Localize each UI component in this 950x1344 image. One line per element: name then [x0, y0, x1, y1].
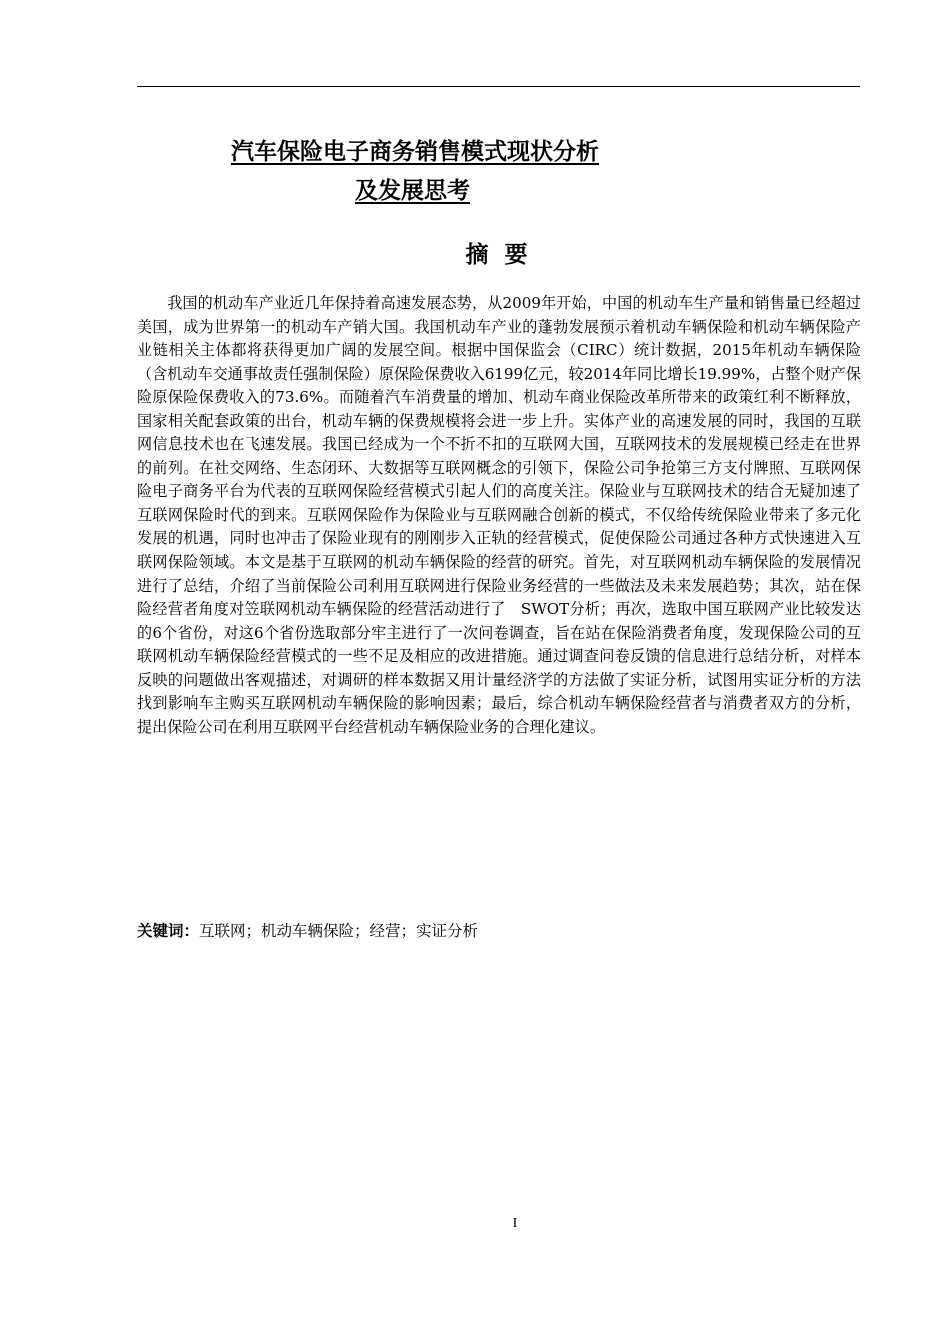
- keywords-label: 关键词：: [137, 922, 200, 940]
- keywords-text: 互联网；机动车辆保险；经营；实证分析: [199, 922, 479, 940]
- header-rule: [137, 86, 860, 87]
- keywords-line: [137, 919, 478, 943]
- paper-title-line-2: 及发展思考: [355, 178, 470, 204]
- abstract-body: 我国的机动车产业近几年保持着高速发展态势，从2009年开始，中国的机动车生产量和销售量已经超过美国，成为世界第一的机动车产销大国。我国机动车产业的蓬勃发展预示着机动车辆保险和机动车辆保险产业链相关主体都将获得更加广阔的发展空间。根据中国保监会（CIRC）统计数据，2015年机动车辆保险（含机动车交通事故责任强制保险）原保险保费收入6199亿元，较2014年同比增长19.99%，占整个财产保险原保险保费收入的73.6%。而随着汽车消费量的增加、机动车商业保险改革所带来的政策红利不断释放，国家相关配套政策的出台，机动车辆的保费规模将会进一步上升。实体产业的高速发展的同时，我国的互联网信息技术也在飞速发展。我国已经成为一个不折不扣的互联网大国，互联网技术的发展规模已经走在世界的前列。在社交网络、生态闭环、大数据等互联网概念的引领下，保险公司争抢第三方支付牌照、互联网保险电子商务平台为代表的互联网保险经营模式引起人们的高度关注。保险业与互联网技术的结合无疑加速了互联网保险时代的到来。互联网保险作为保险业与互联网融合创新的模式，不仅给传统保险业带来了多元化发展的机遇，同时也冲击了保险业现有的刚刚步入正轨的经营模式，促使保险公司通过各种方式快速进入互联网保险领域。本文是基于互联网的机动车辆保险的经营的研究。首先，对互联网机动车辆保险的发展情况进行了总结，介绍了当前保险公司利用互联网进行保险业务经营的一些做法及未来发展趋势；其次，站在保险经营者角度对笠联网机动车辆保险的经营活动进行了 SWOT分析；再次，选取中国互联网产业比较发达的6个省份，对这6个省份选取部分牢主进行了一次问卷调查，旨在站在保险消费者角度，发现保险公司的互联网机动车辆保险经营模式的一些不足及相应的改进措施。通过调查问卷反馈的信息进行总结分析，对样本反映的问题做出客观描述，对调研的样本数据又用计量经济学的方法做了实证分析，试图用实证分析的方法找到影响车主购买互联网机动车辆保险的影响因素；最后，综合机动车辆保险经营者与消费者双方的分析，提出保险公司在利用互联网平台经营机动车辆保险业务的合理化建议。: [137, 294, 861, 736]
- page-number: I: [512, 1216, 518, 1231]
- abstract-heading: 摘 要: [465, 242, 532, 268]
- paper-title-line-1: 汽车保险电子商务销售模式现状分析: [231, 139, 599, 165]
